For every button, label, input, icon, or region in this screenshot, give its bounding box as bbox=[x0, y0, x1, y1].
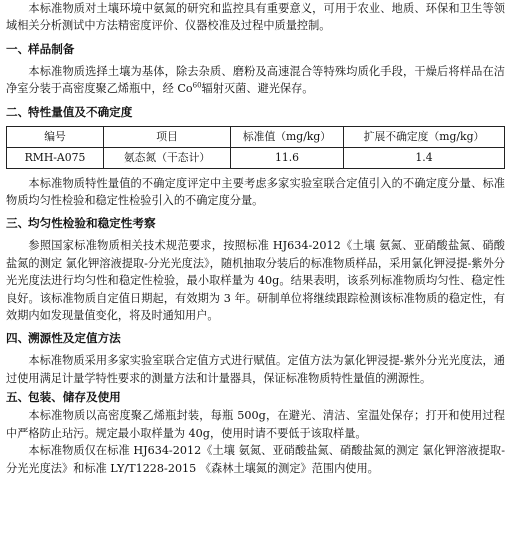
section-2-heading bbox=[6, 104, 505, 120]
cobalt-isotope-superscript: 60 bbox=[192, 81, 202, 90]
section-1-number: 一、 bbox=[6, 41, 30, 56]
table-cell-uncertainty: 1.4 bbox=[344, 147, 505, 168]
section-2-number: 二、 bbox=[6, 104, 30, 119]
table-header-cell: 扩展不确定度（mg/kg） bbox=[344, 126, 505, 147]
section-1-text-b: 辐射灭菌、避光保存。 bbox=[201, 82, 314, 96]
section-2-note: 本标准物质特性量值的不确定度评定中主要考虑多家实验室联合定值引入的不确定度分量、标准物质均匀性检验和稳定性检验引入的不确定度分量。 bbox=[6, 176, 505, 208]
section-4-number: 四、 bbox=[6, 331, 30, 346]
section-3-number: 三、 bbox=[6, 216, 30, 231]
section-5-number: 五、 bbox=[6, 390, 30, 405]
section-4-heading bbox=[6, 330, 505, 346]
table-row bbox=[7, 147, 505, 168]
table-header-cell: 项目 bbox=[104, 126, 231, 147]
section-4-paragraph: 本标准物质采用多家实验室联合定值方式进行赋值。定值方法为氯化钾浸提-紫外分光光度法，通过使用满足计量学特性要求的测量方法和计量器具，保证标准物质特性量值的溯源性。 bbox=[6, 354, 505, 385]
section-1-heading bbox=[6, 41, 505, 57]
section-3-heading bbox=[6, 215, 505, 231]
section-5-heading bbox=[6, 389, 505, 405]
section-1-title: 样品制备 bbox=[28, 41, 75, 56]
section-4-title: 溯源性及定值方法 bbox=[28, 331, 121, 346]
table-cell-code: RMH-A075 bbox=[7, 147, 104, 168]
property-value-table bbox=[6, 126, 505, 169]
table-header-cell: 标准值（mg/kg） bbox=[231, 126, 344, 147]
table-header-row bbox=[7, 126, 505, 147]
section-5-title: 包装、储存及使用 bbox=[28, 390, 121, 405]
table-cell-standard-value: 11.6 bbox=[231, 147, 344, 168]
intro-paragraph: 本标准物质对土壤环境中氨氮的研究和监控具有重要意义，可用于农业、地质、环保和卫生等领域相关分析测试中方法精密度评价、仪器校准及过程中质量控制。 bbox=[6, 2, 505, 33]
section-2-title: 特性量值及不确定度 bbox=[28, 104, 133, 119]
section-5-paragraph-1: 本标准物质以高密度聚乙烯瓶封装，每瓶 500g，在避光、清洁、室温处保存；打开和使用过程中严格防止玷污。规定最小取样量为 40g，使用时请不要低于该取样量。 bbox=[6, 409, 505, 440]
section-5-paragraph-2: 本标准物质仅在标准 HJ634-2012《土壤 氨氮、亚硝酸盐氮、硝酸盐氮的测定 氯化钾溶液提取-分光光度法》和标准 LY/T1228-2015 《森林土壤氮的测定》范围内使用。 bbox=[6, 444, 505, 475]
table-cell-item: 氨态氮（干态计） bbox=[104, 147, 231, 168]
section-1-text-a: 本标准物质选择土壤为基体，除去杂质、磨粉及高速混合等特殊均质化手段，干燥后将样品在洁净室分装于高密度聚乙烯瓶中，经 Co bbox=[6, 64, 505, 96]
section-1-paragraph bbox=[6, 63, 505, 98]
section-3-paragraph: 参照国家标准物质相关技术规范要求，按照标准 HJ634-2012《土壤 氨氮、亚硝酸盐氮、硝酸盐氮的测定 氯化钾溶液提取-分光光度法》，随机抽取分装后的标准物质样品，采用氯化钾浸提-紫外分光光度法进行均匀性和稳定性检验，最小取样量为 40g。结果表明，该系列标准物质均匀性、稳定性良好。该标准物质自定值日期起，有效期为 3 年。研制单位将继续跟踪检测该标准物质的稳定性，有效期内如发现量值变化，将及时通知用户。 bbox=[6, 239, 505, 323]
table-header-cell: 编号 bbox=[7, 126, 104, 147]
section-3-title: 均匀性检验和稳定性考察 bbox=[28, 216, 156, 231]
